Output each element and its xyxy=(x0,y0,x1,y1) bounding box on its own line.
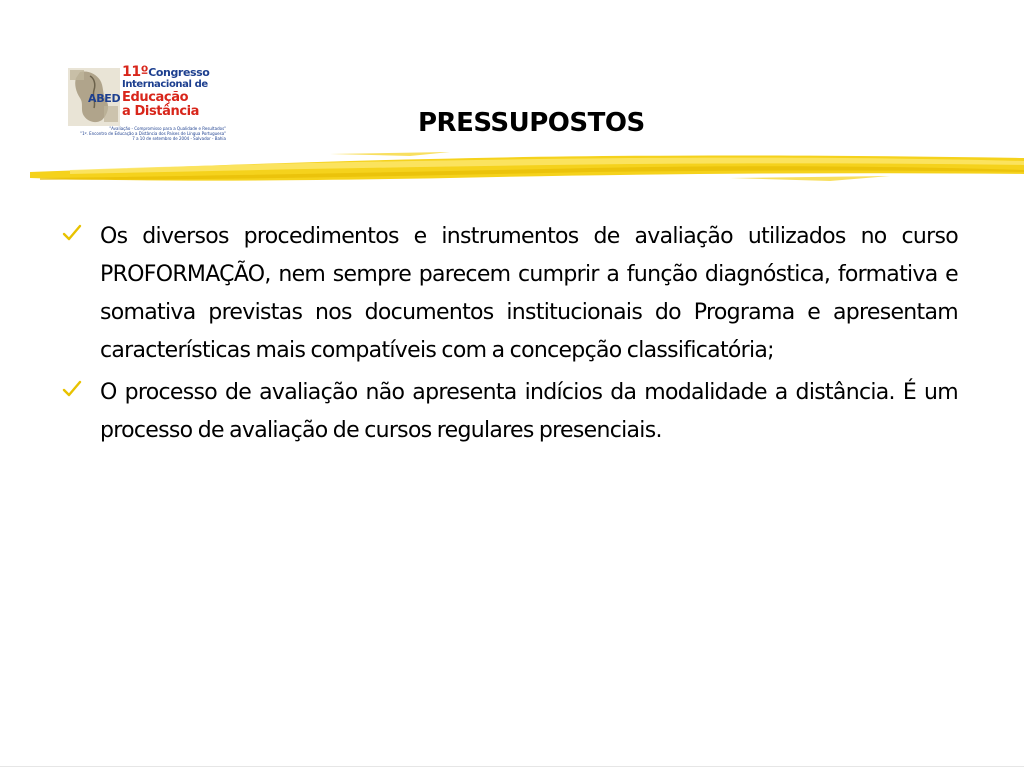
list-item xyxy=(62,374,958,450)
bottom-divider xyxy=(0,766,1024,767)
bullet-text: Os diversos procedimentos e instrumentos de avaliação utilizados no curso PROFORMAÇÃO, nem sempre parecem cumprir a função diagnóstica, formativa e somativa previstas nos documentos institucionais do Programa e apresentam características mais compatíveis com a concepção classificatória; xyxy=(100,224,958,363)
logo-sub-line-1: "Avaliação - Compromisso para a Qualidade e Resultados" xyxy=(109,126,226,131)
page-title: PRESSUPOSTOS xyxy=(418,108,645,138)
logo-line-2: Internacional de xyxy=(122,79,208,90)
bullet-text: O processo de avaliação não apresenta indícios da modalidade a distância. É um processo de avaliação de cursos regulares presenciais. xyxy=(100,380,958,443)
bullet-list xyxy=(62,218,958,454)
logo-line-1 xyxy=(122,66,226,79)
logo-line-4: a Distância xyxy=(122,104,200,119)
logo-sub-line-2: "1º. Encontro de Educação a Distância dos Países de Língua Portuguesa" xyxy=(80,131,226,136)
logo-number: 11º xyxy=(122,64,149,80)
congress-logo xyxy=(66,66,226,146)
checkmark-icon xyxy=(62,224,82,242)
logo-line-1-text: Congresso xyxy=(148,66,210,79)
logo-line-3: Educação xyxy=(122,90,189,105)
logo-abed-text: ABED xyxy=(88,92,121,105)
checkmark-icon xyxy=(62,380,82,398)
list-item xyxy=(62,218,958,370)
logo-congress-name xyxy=(122,66,226,119)
logo-sub-line-3: 7 a 10 de setembro de 2004 - Salvador - Bahia xyxy=(132,136,226,141)
yellow-brush-stroke xyxy=(30,148,1024,192)
logo-subtitle xyxy=(66,126,226,141)
